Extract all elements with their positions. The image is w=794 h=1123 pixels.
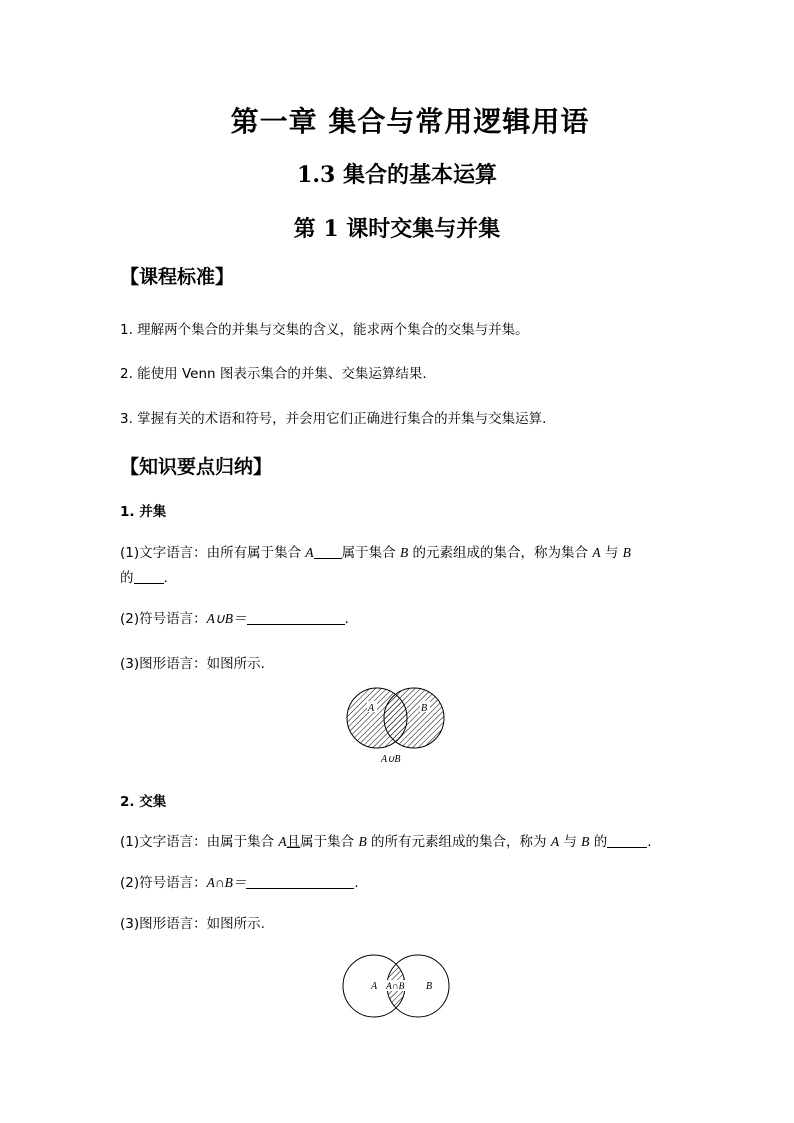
intersection-blank-1[interactable]: [607, 833, 647, 848]
intersection-title: 2. 交集: [120, 794, 167, 810]
standard-item-1: 1. 理解两个集合的并集与交集的含义，能求两个集合的交集与并集。: [120, 322, 529, 338]
chapter-title: 第一章 集合与常用逻辑用语: [230, 105, 590, 138]
intersection-symbolic: (2)符号语言：A∩B＝ .: [120, 875, 359, 891]
standard-item-2: 2. 能使用 Venn 图表示集合的并集、交集运算结果.: [120, 366, 427, 382]
union-label-b: B: [421, 703, 428, 714]
union-circle-b: [384, 688, 444, 748]
section-title: 1.3 集合的基本运算: [297, 162, 497, 188]
union-blank-3[interactable]: [247, 610, 345, 625]
intersection-label-b: B: [426, 981, 433, 992]
standards-heading: 【课程标准】: [120, 266, 235, 288]
union-verbal-line1: (1)文字语言：由所有属于集合 A 属于集合 B 的元素组成的集合，称为集合 A 与 B: [120, 545, 631, 561]
intersection-graphic-text: (3)图形语言：如图所示.: [120, 916, 265, 932]
union-symbolic: (2)符号语言：A∪B＝ .: [120, 611, 349, 627]
intersection-blank-2[interactable]: [246, 874, 354, 889]
standard-item-3: 3. 掌握有关的术语和符号，并会用它们正确进行集合的并集与交集运算.: [120, 411, 547, 427]
union-blank-2[interactable]: [134, 569, 164, 584]
union-graphic-text: (3)图形语言：如图所示.: [120, 656, 265, 672]
union-caption: A∪B: [381, 754, 401, 765]
union-title: 1. 并集: [120, 504, 167, 520]
intersection-label-mid: A∩B: [386, 982, 405, 992]
intersection-label-a: A: [371, 981, 378, 992]
union-label-a: A: [368, 703, 375, 714]
union-venn-diagram: [340, 684, 452, 768]
intersection-venn-diagram: [340, 952, 454, 1022]
union-blank-1[interactable]: [314, 544, 342, 559]
intersection-verbal: (1)文字语言：由属于集合 A且属于集合 B 的所有元素组成的集合，称为 A 与 B 的 .: [120, 834, 652, 850]
lesson-title: 第 1 课时交集与并集: [293, 216, 501, 242]
knowledge-heading: 【知识要点归纳】: [120, 456, 273, 478]
union-verbal-line2: 的 .: [120, 570, 168, 586]
